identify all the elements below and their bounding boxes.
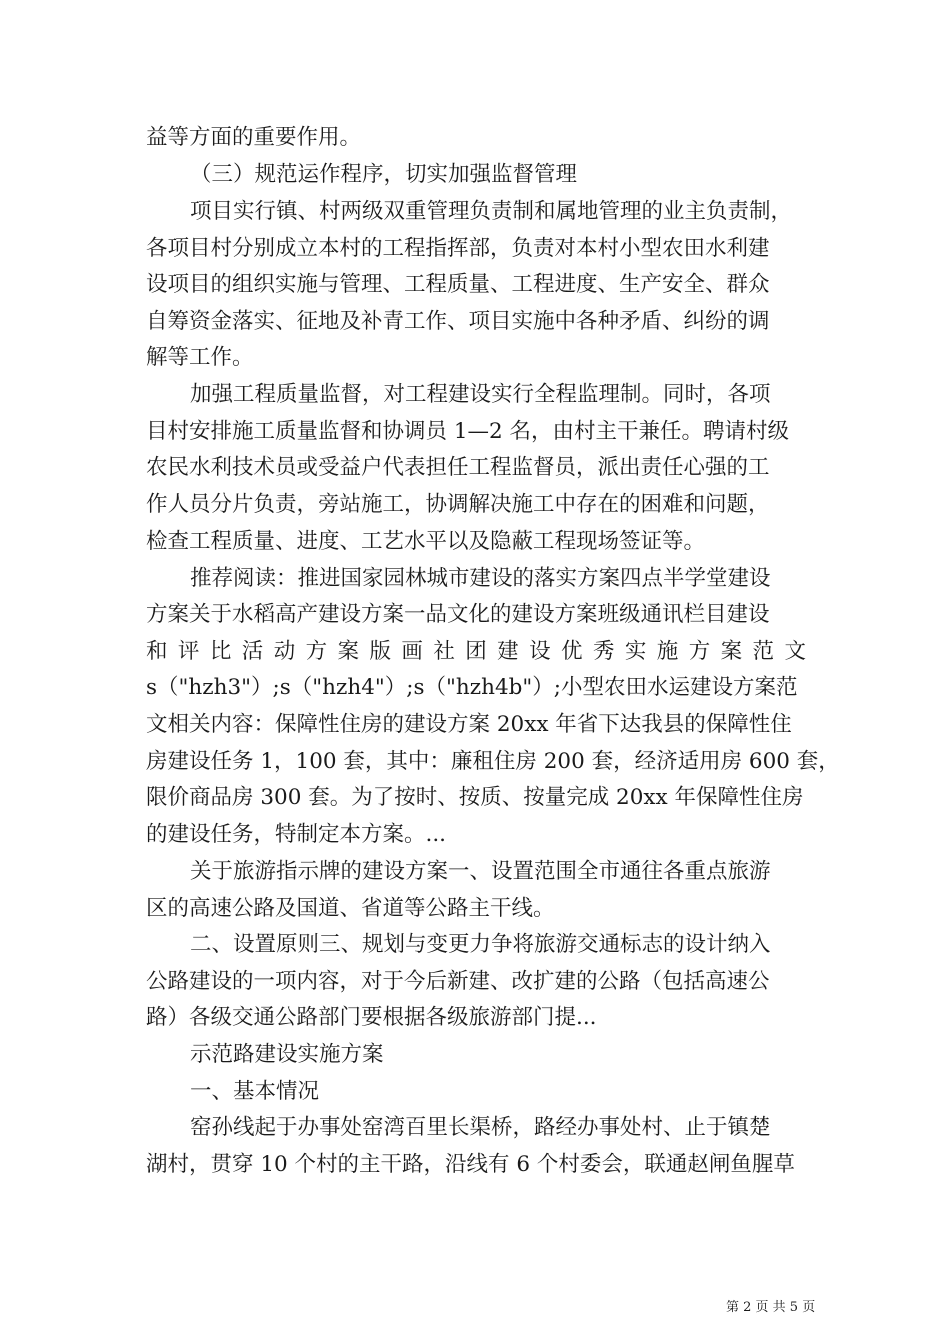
text-line: 项目实行镇、村两级双重管理负责制和属地管理的业主负责制， [190,199,793,224]
text-line: 设项目的组织实施与管理、工程质量、工程进度、生产安全、群众 [146,272,770,297]
text-line: 房建设任务 1，100 套，其中：廉租住房 200 套，经济适用房 600 套， [146,749,840,774]
text-line: 作人员分片负责，旁站施工，协调解决施工中存在的困难和问题， [146,492,770,517]
text-line: s（"hzh3"）;s（"hzh4"）;s（"hzh4b"）;小型农田水运建设方案范 [146,675,798,700]
text-line: 文相关内容：保障性住房的建设方案 20xx 年省下达我县的保障性住 [146,712,792,737]
text-line: 检查工程质量、进度、工艺水平以及隐蔽工程现场签证等。 [146,529,706,554]
text-line: 公路建设的一项内容，对于今后新建、改扩建的公路（包括高速公 [146,969,770,994]
text-line: 益等方面的重要作用。 [146,125,362,150]
section-heading: 示范路建设实施方案 [190,1042,384,1067]
text-line: 湖村，贯穿 10 个村的主干路，沿线有 6 个村委会，联通赵闸鱼腥草 [146,1152,795,1177]
text-line: 目村安排施工质量监督和协调员 1—2 名，由村主干兼任。聘请村级 [146,419,790,444]
section-heading: 一、基本情况 [190,1079,320,1104]
text-line: 和评比活动方案版画社团建设优秀实施方案范文 [146,639,806,664]
text-line: 农民水利技术员或受益户代表担任工程监督员，派出责任心强的工 [146,455,770,480]
text-line: 加强工程质量监督，对工程建设实行全程监理制。同时，各项 [190,382,771,407]
text-line: 方案关于水稻高产建设方案一品文化的建设方案班级通讯栏目建设 [146,602,770,627]
section-heading: （三）规范运作程序，切实加强监督管理 [190,162,578,187]
text-line: 路）各级交通公路部门要根据各级旅游部门提... [146,1005,597,1030]
text-line: 推荐阅读：推进国家园林城市建设的落实方案四点半学堂建设 [190,566,771,591]
text-line: 区的高速公路及国道、省道等公路主干线。 [146,896,555,921]
text-line: 二、设置原则三、规划与变更力争将旅游交通标志的设计纳入 [190,932,771,957]
text-line: 的建设任务，特制定本方案。... [146,822,447,847]
text-line: 解等工作。 [146,345,254,370]
text-line: 限价商品房 300 套。为了按时、按质、按量完成 20xx 年保障性住房 [146,785,804,810]
page-number: 第 2 页 共 5 页 [726,1300,816,1315]
text-line: 窑孙线起于办事处窑湾百里长渠桥，路经办事处村、止于镇楚 [190,1115,771,1140]
text-line: 各项目村分别成立本村的工程指挥部，负责对本村小型农田水利建 [146,236,770,261]
text-line: 自筹资金落实、征地及补青工作、项目实施中各种矛盾、纠纷的调 [146,309,770,334]
text-line: 关于旅游指示牌的建设方案一、设置范围全市通往各重点旅游 [190,859,771,884]
